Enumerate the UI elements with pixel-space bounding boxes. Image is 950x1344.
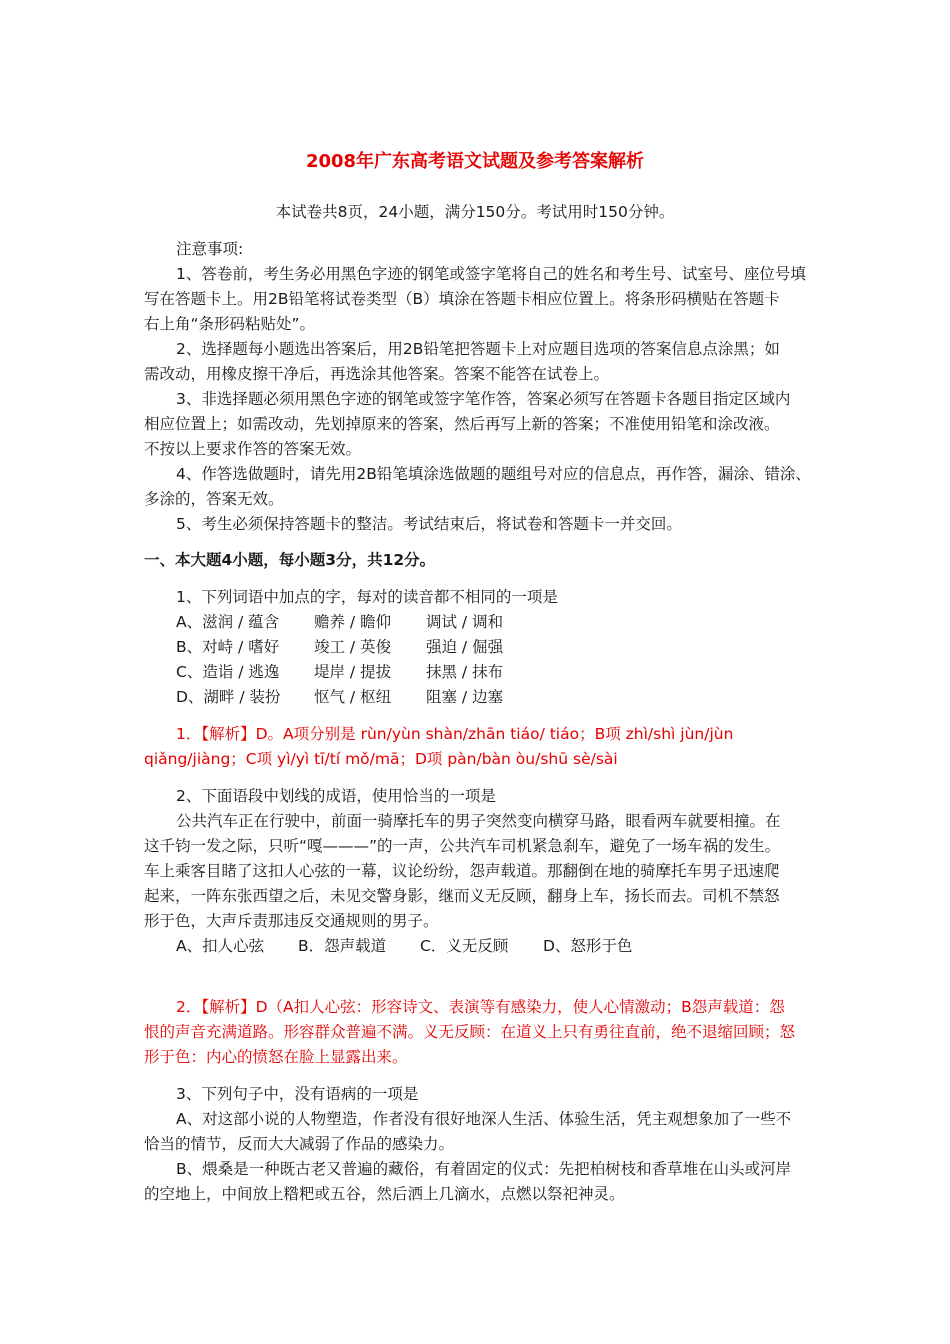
answer-analysis: qiǎng/jiàng；C项 yì/yì tī/tí mǒ/mā；D项 pàn/bàn òu/shū sè/sài (144, 750, 618, 768)
passage-line: 形于色，大声斥责那违反交通规则的男子。 (144, 912, 439, 930)
answer-analysis: 恨的声音充满道路。形容群众普遍不满。义无反顾：在道义上只有勇往直前，绝不退缩回顾；怒 (144, 1023, 796, 1041)
option-item: A、扣人心弦 (176, 937, 265, 955)
notice-line: 需改动，用橡皮擦干净后，再选涂其他答案。答案不能答在试卷上。 (144, 365, 610, 383)
option-item: C、造诣 / 逃逸 (176, 663, 280, 681)
option-item: A、滋润 / 蕴含 (176, 613, 280, 631)
notice-line: 多涂的，答案无效。 (144, 490, 284, 508)
document-subtitle: 本试卷共8页，24小题，满分150分。考试用时150分钟。 (275, 203, 675, 221)
notice-line: 右上角“条形码粘贴处”。 (144, 315, 316, 333)
option-line: 恰当的情节，反而大大减弱了作品的感染力。 (144, 1135, 455, 1153)
option-item: 怄气 / 枢纽 (314, 688, 392, 706)
option-item: D、怒形于色 (543, 937, 633, 955)
notice-line: 相应位置上；如需改动，先划掉原来的答案，然后再写上新的答案；不准使用铅笔和涂改液。 (144, 415, 780, 433)
question-stem: 1、下列词语中加点的字，每对的读音都不相同的一项是 (176, 588, 558, 606)
option-item: B、对峙 / 嗜好 (176, 638, 280, 656)
passage-line: 起来，一阵东张西望之后，未见交警身影，继而义无反顾，翻身上车，扬长而去。司机不禁怒 (144, 887, 780, 905)
passage-line: 这千钧一发之际，只听“嘎———”的一声，公共汽车司机紧急刹车，避免了一场车祸的发生。 (144, 837, 781, 855)
option-line: A、对这部小说的人物塑造，作者没有很好地深人生活、体验生活，凭主观想象加了一些不 (176, 1110, 792, 1128)
option-line: B、煨桑是一种既古老又普遍的藏俗，有着固定的仪式：先把柏树枝和香草堆在山头或河岸 (176, 1160, 792, 1178)
option-item: D、湖畔 / 装扮 (176, 688, 281, 706)
notice-line: 1、答卷前，考生务必用黑色字迹的钢笔或签字笔将自己的姓名和考生号、试室号、座位号填 (176, 265, 806, 283)
answer-analysis: 形于色：内心的愤怒在脸上显露出来。 (144, 1048, 408, 1066)
option-item: 调试 / 调和 (426, 613, 504, 631)
notice-line: 2、选择题每小题选出答案后，用2B铅笔把答题卡上对应题目选项的答案信息点涂黑；如 (176, 340, 780, 358)
question-stem: 2、下面语段中划线的成语，使用恰当的一项是 (176, 787, 496, 805)
notice-line: 写在答题卡上。用2B铅笔将试卷类型（B）填涂在答题卡相应位置上。将条形码横贴在答题卡 (144, 290, 780, 308)
option-row (176, 635, 846, 660)
notice-line: 5、考生必须保持答题卡的整洁。考试结束后，将试卷和答题卡一并交回。 (176, 515, 682, 533)
option-item: B．怨声载道 (298, 937, 387, 955)
notice-line: 4、作答选做题时，请先用2B铅笔填涂选做题的题组号对应的信息点，再作答，漏涂、错涂、 (176, 465, 811, 483)
option-row (176, 934, 846, 959)
option-item: 竣工 / 英俊 (314, 638, 392, 656)
option-item: 强迫 / 倔强 (426, 638, 504, 656)
option-item: 赡养 / 瞻仰 (314, 613, 392, 631)
section-heading: 一、本大题4小题，每小题3分，共12分。 (144, 551, 436, 569)
option-row (176, 610, 846, 635)
answer-analysis: 1．【解析】D。A项分别是 rùn/yùn shàn/zhān tiáo/ tiáo；B项 zhì/shì jùn/jùn (176, 725, 734, 743)
notice-heading: 注意事项: (176, 240, 244, 258)
question-stem: 3、下列句子中，没有语病的一项是 (176, 1085, 419, 1103)
option-row (176, 660, 846, 685)
answer-analysis: 2．【解析】D（A扣人心弦：形容诗文、表演等有感染力，使人心情激动；B怨声载道：怨 (176, 998, 785, 1016)
passage-line: 公共汽车正在行驶中，前面一骑摩托车的男子突然变向横穿马路，眼看两车就要相撞。在 (176, 812, 781, 830)
option-item: 阻塞 / 边塞 (426, 688, 504, 706)
notice-line: 不按以上要求作答的答案无效。 (144, 440, 362, 458)
option-row (176, 685, 846, 710)
option-line: 的空地上，中间放上糌粑或五谷，然后洒上几滴水，点燃以祭祀神灵。 (144, 1185, 625, 1203)
option-item: C．义无反顾 (420, 937, 509, 955)
document-title: 2008年广东高考语文试题及参考答案解析 (305, 151, 645, 172)
passage-line: 车上乘客目睹了这扣人心弦的一幕，议论纷纷，怨声载道。那翻倒在地的骑摩托车男子迅速爬 (144, 862, 780, 880)
option-item: 堤岸 / 提拔 (314, 663, 392, 681)
option-item: 抹黑 / 抹布 (426, 663, 504, 681)
notice-line: 3、非选择题必须用黑色字迹的钢笔或签字笔作答，答案必须写在答题卡各题目指定区域内 (176, 390, 791, 408)
